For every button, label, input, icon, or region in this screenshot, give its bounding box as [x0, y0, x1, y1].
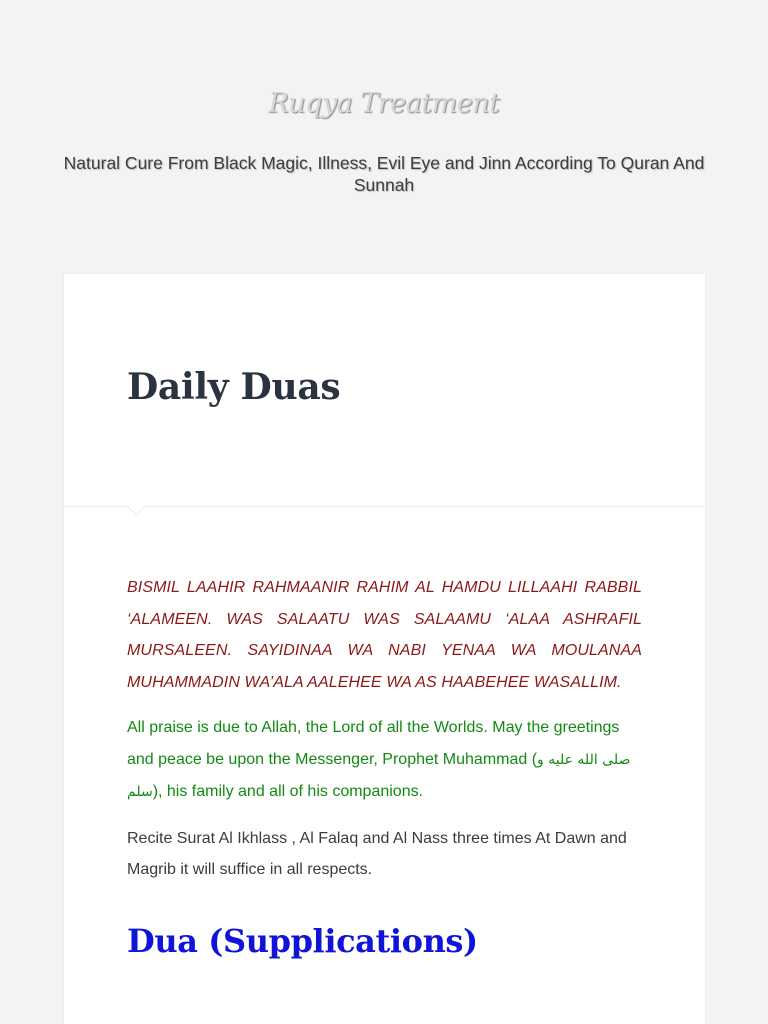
translation-text-before: All praise is due to Allah, the Lord of all the Worlds. May the greetings and peace be upon the Messenger, Prophet Muhammad ( [127, 719, 620, 768]
section-heading-dua: Dua (Supplications) [127, 921, 478, 960]
recite-paragraph: Recite Surat Al Ikhlass , Al Falaq and Al Nass three times At Dawn and Magrib it will suffice in all respects. [127, 829, 627, 878]
translation-text-after: ), his family and all of his companions. [152, 783, 424, 800]
article-card [64, 274, 705, 1024]
site-description: Natural Cure From Black Magic, Illness, Evil Eye and Jinn According To Quran And Sunnah [63, 153, 705, 195]
site-title[interactable]: Ruqya Treatment [268, 88, 500, 119]
article-header [64, 274, 705, 507]
site-header [0, 0, 768, 274]
translation-paragraph [127, 712, 642, 809]
article-content [127, 572, 642, 960]
transliteration-paragraph: BISMIL LAAHIR RAHMAANIR RAHIM AL HAMDU LILLAAHI RABBIL ‘ALAMEEN. WAS SALAATU WAS SALAAMU ‘ALAA ASHRAFIL MURSALEEN. SAYIDINAA WA NABI YENAA WA MOULANAA MUHAMMADIN WA’ALA AALEHEE WA AS HAABEHEE WASALLIM. [127, 579, 642, 691]
arabic-salutation: صلى الله عليه و سلم [127, 751, 631, 800]
page-title: Daily Duas [127, 366, 341, 408]
